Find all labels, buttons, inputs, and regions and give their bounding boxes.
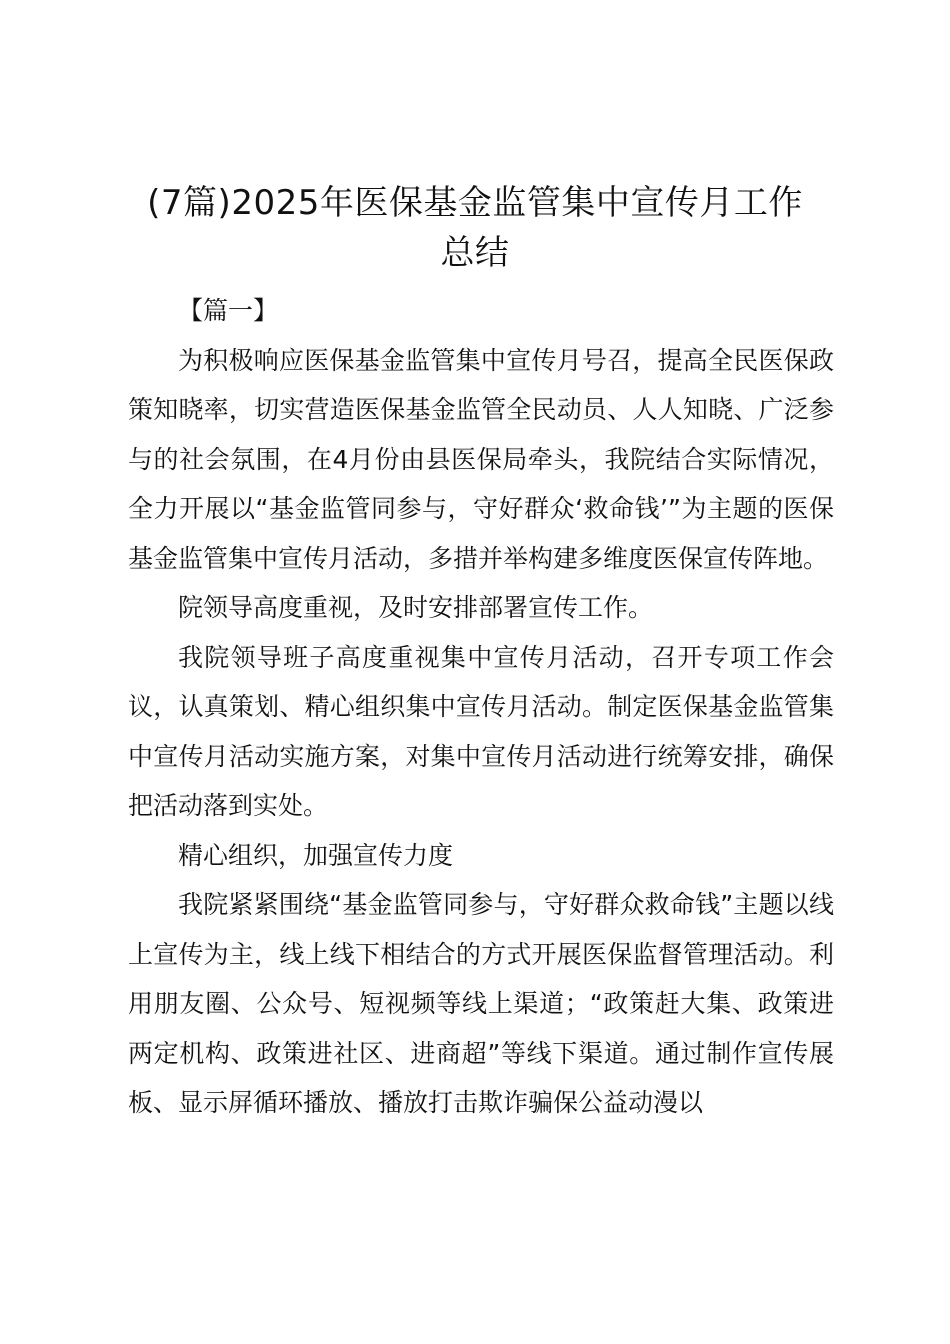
title-line-2: 总结 [440, 233, 510, 273]
document-title [100, 178, 850, 278]
paragraph-heading-organize: 精心组织，加强宣传力度 [178, 840, 454, 870]
paragraph-heading-leadership: 院领导高度重视，及时安排部署宣传工作。 [178, 593, 654, 622]
title-line-1: (7篇)2025年医保基金监管集中宣传月工作 [147, 183, 803, 223]
paragraph-organize: 我院紧紧围绕“基金监管同参与，守好群众救命钱”主题以线上宣传为主，线上线下相结合的方式开展医保监督管理活动。利用朋友圈、公众号、短视频等线上渠道；“政策赶大集、政策进两定机构、政策进社区、进商超”等线下渠道。通过制作宣传展板、显示屏循环播放、播放打击欺诈骗保公益动漫以 [128, 890, 834, 1117]
section-label: 【篇一】 [178, 296, 279, 325]
paragraph-intro: 为积极响应医保基金监管集中宣传月号召，提高全民医保政策知晓率，切实营造医保基金监管全民动员、人人知晓、广泛参与的社会氛围，在4月份由县医保局牵头，我院结合实际情况，全力开展以“基金监管同参与，守好群众‘救命钱’”为主题的医保基金监管集中宣传月活动，多措并举构建多维度医保宣传阵地。 [128, 345, 834, 573]
paragraph-leadership: 我院领导班子高度重视集中宣传月活动，召开专项工作会议，认真策划、精心组织集中宣传月活动。制定医保基金监管集中宣传月活动实施方案，对集中宣传月活动进行统筹安排，确保把活动落到实处。 [128, 642, 834, 820]
document-body [128, 286, 834, 1128]
